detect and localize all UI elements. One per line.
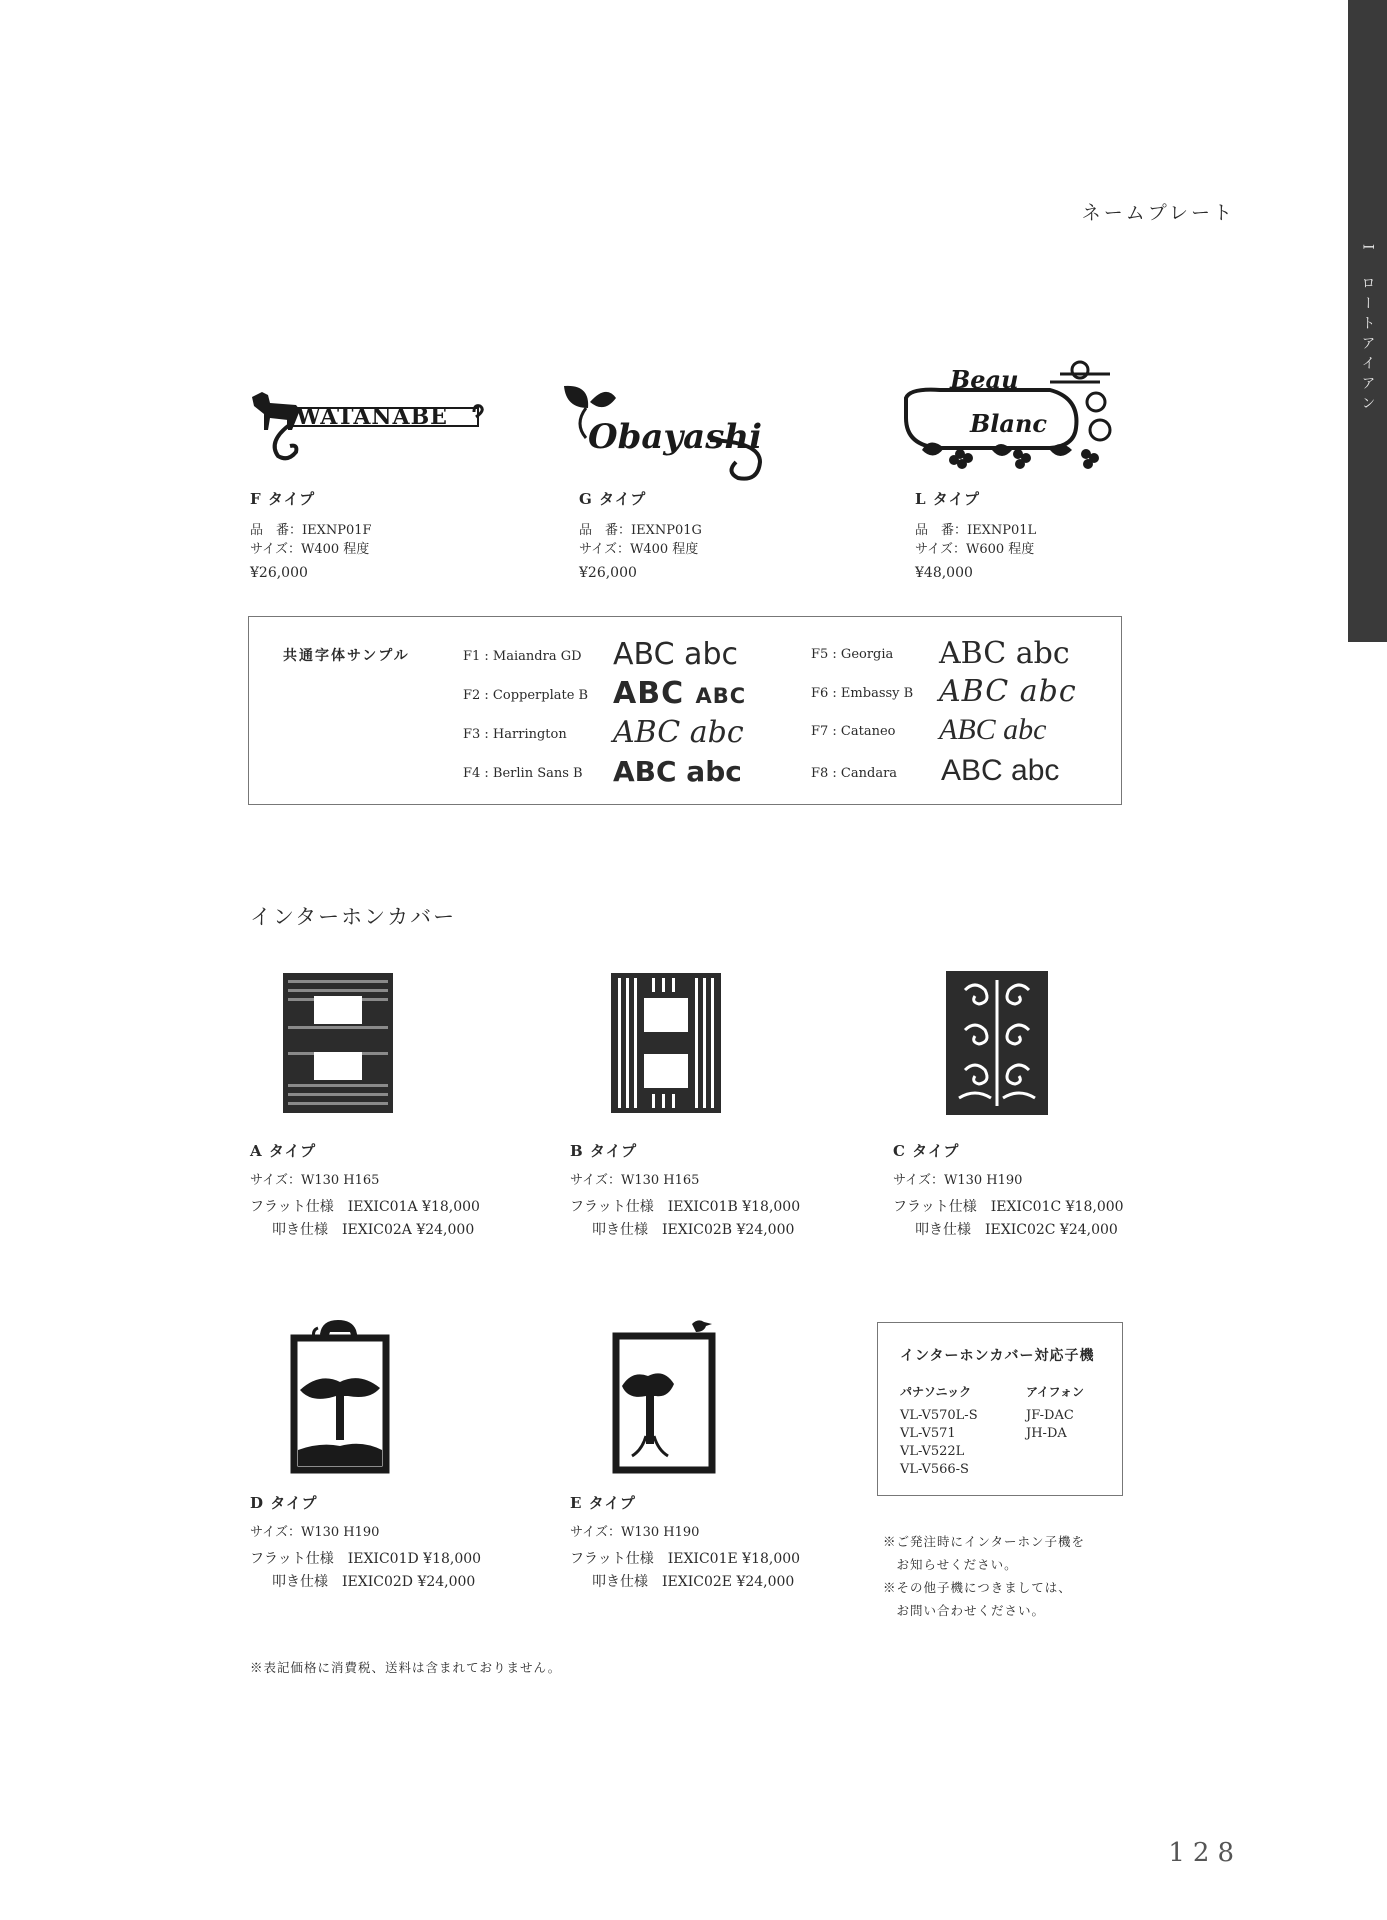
side-tab	[1348, 0, 1387, 642]
nameplate-name: L タイプ	[915, 490, 981, 508]
nameplate-f-image	[248, 380, 488, 470]
cover-name: A タイプ	[250, 1142, 317, 1160]
cover-hammered-price: 叩き仕様 IEXIC02B ¥24,000	[592, 1222, 795, 1238]
dog-silhouette-icon	[248, 380, 488, 470]
grape-vine-icon	[900, 358, 1118, 474]
bird-tree-cover-icon	[612, 1316, 722, 1474]
list-item: VL-V522L	[900, 1444, 965, 1459]
order-notes	[883, 1530, 1085, 1622]
font-sample-box	[248, 616, 1122, 805]
scroll-pattern-cover-icon	[945, 970, 1049, 1116]
intercom-cover-e-info	[570, 1492, 800, 1594]
compat-aiphone-head: アイフォン	[1026, 1385, 1084, 1399]
nameplate-hinban: 品 番：IEXNP01G	[579, 523, 702, 538]
cover-name: E タイプ	[570, 1494, 636, 1512]
intercom-cover-d-info	[250, 1492, 481, 1594]
intercom-cover-a-info	[250, 1140, 480, 1242]
cover-hammered-price: 叩き仕様 IEXIC02A ¥24,000	[272, 1222, 475, 1238]
nameplate-g-info	[579, 488, 702, 581]
font-sample-f8: ABC abc	[941, 754, 1060, 787]
note-line: お知らせください。	[883, 1557, 1018, 1572]
cover-size: サイズ：W130 H165	[250, 1173, 380, 1188]
font-label: F2 : Copperplate B	[463, 688, 589, 703]
cover-flat-price: フラット仕様 IEXIC01E ¥18,000	[570, 1551, 801, 1567]
list-item: VL-V571	[900, 1426, 956, 1441]
horizontal-slats-cover-icon	[282, 972, 394, 1114]
nameplate-name: F タイプ	[250, 490, 316, 508]
cover-flat-price: フラット仕様 IEXIC01D ¥18,000	[250, 1551, 482, 1567]
font-label: F6 : Embassy B	[811, 686, 914, 701]
nameplate-l-image	[900, 358, 1118, 474]
note-line: ※その他子機につきましては、	[883, 1580, 1072, 1595]
font-sample-title: 共通字体サンプル	[283, 648, 410, 664]
cover-name: D タイプ	[250, 1494, 318, 1512]
cover-hammered-price: 叩き仕様 IEXIC02D ¥24,000	[272, 1574, 476, 1590]
nameplate-f-info	[250, 488, 372, 581]
font-label: F5 : Georgia	[811, 647, 894, 662]
cover-size: サイズ：W130 H190	[893, 1173, 1023, 1188]
nameplate-name: G タイプ	[579, 490, 647, 508]
compat-aiphone-list	[1026, 1407, 1074, 1443]
page-number: 128	[1168, 1838, 1242, 1868]
nameplate-hinban: 品 番：IEXNP01F	[250, 523, 372, 538]
nameplate-price: ¥26,000	[579, 565, 637, 581]
nameplate-l-info	[915, 488, 1036, 581]
nameplate-g-image	[560, 378, 770, 486]
nameplate-price: ¥48,000	[915, 565, 973, 581]
intercom-cover-b-image	[610, 972, 722, 1114]
list-item: JH-DA	[1026, 1426, 1067, 1441]
font-sample-f3: ABC abc	[613, 715, 744, 750]
intercom-cover-d-image	[290, 1316, 390, 1474]
cover-flat-price: フラット仕様 IEXIC01A ¥18,000	[250, 1199, 480, 1215]
svg-text:Blanc: Blanc	[970, 409, 1048, 438]
svg-text:WATANABE: WATANABE	[296, 404, 448, 430]
intercom-cover-b-info	[570, 1140, 800, 1242]
intercom-cover-e-image	[612, 1316, 722, 1474]
nameplate-size: サイズ：W400 程度	[579, 542, 699, 557]
font-label: F1 : Maiandra GD	[463, 649, 582, 664]
font-sample-f2: ABC abc	[613, 676, 747, 711]
intercom-cover-a-image	[282, 972, 394, 1114]
compat-panasonic-head: パナソニック	[900, 1385, 972, 1399]
cover-size: サイズ：W130 H165	[570, 1173, 700, 1188]
font-sample-f6: ABC abc	[939, 674, 1077, 709]
nameplate-price: ¥26,000	[250, 565, 308, 581]
font-label: F4 : Berlin Sans B	[463, 766, 583, 781]
cover-hammered-price: 叩き仕様 IEXIC02C ¥24,000	[915, 1222, 1118, 1238]
list-item: VL-V570L-S	[900, 1408, 978, 1423]
font-label: F8 : Candara	[811, 766, 898, 781]
font-label: F3 : Harrington	[463, 727, 567, 742]
cover-hammered-price: 叩き仕様 IEXIC02E ¥24,000	[592, 1574, 795, 1590]
nameplate-size: サイズ：W400 程度	[250, 542, 370, 557]
intercom-cover-c-image	[945, 970, 1049, 1116]
intercom-section-title: インターホンカバー	[250, 905, 457, 929]
list-item: JF-DAC	[1026, 1408, 1074, 1423]
vertical-slats-cover-icon	[610, 972, 722, 1114]
font-label: F7 : Cataneo	[811, 724, 896, 739]
cover-name: B タイプ	[570, 1142, 638, 1160]
svg-text:Beau: Beau	[950, 365, 1019, 394]
svg-text:Obayashi: Obayashi	[588, 417, 762, 457]
tax-note: ※表記価格に消費税、送料は含まれておりません。	[250, 1660, 562, 1675]
note-line: お問い合わせください。	[883, 1603, 1046, 1618]
elephant-tree-cover-icon	[290, 1316, 390, 1474]
cover-flat-price: フラット仕様 IEXIC01C ¥18,000	[893, 1199, 1124, 1215]
font-sample-f5: ABC abc	[939, 636, 1070, 671]
font-sample-f1: ABC abc	[613, 637, 738, 672]
cover-name: C タイプ	[893, 1142, 960, 1160]
note-line: ※ご発注時にインターホン子機を	[883, 1534, 1086, 1549]
list-item: VL-V566-S	[900, 1462, 969, 1477]
compat-box	[877, 1322, 1123, 1496]
side-tab-label: I ロートアイアン	[1359, 244, 1376, 416]
nameplate-hinban: 品 番：IEXNP01L	[915, 523, 1037, 538]
cover-size: サイズ：W130 H190	[250, 1525, 380, 1540]
font-sample-f7: ABC abc	[939, 713, 1047, 746]
leaf-icon	[560, 378, 770, 486]
compat-panasonic-list	[900, 1407, 978, 1479]
font-sample-f4: ABC abc	[613, 755, 742, 788]
nameplate-section-title: ネームプレート	[1081, 202, 1235, 224]
compat-title: インターホンカバー対応子機	[900, 1348, 1095, 1364]
cover-flat-price: フラット仕様 IEXIC01B ¥18,000	[570, 1199, 801, 1215]
cover-size: サイズ：W130 H190	[570, 1525, 700, 1540]
nameplate-size: サイズ：W600 程度	[915, 542, 1035, 557]
intercom-cover-c-info	[893, 1140, 1124, 1242]
